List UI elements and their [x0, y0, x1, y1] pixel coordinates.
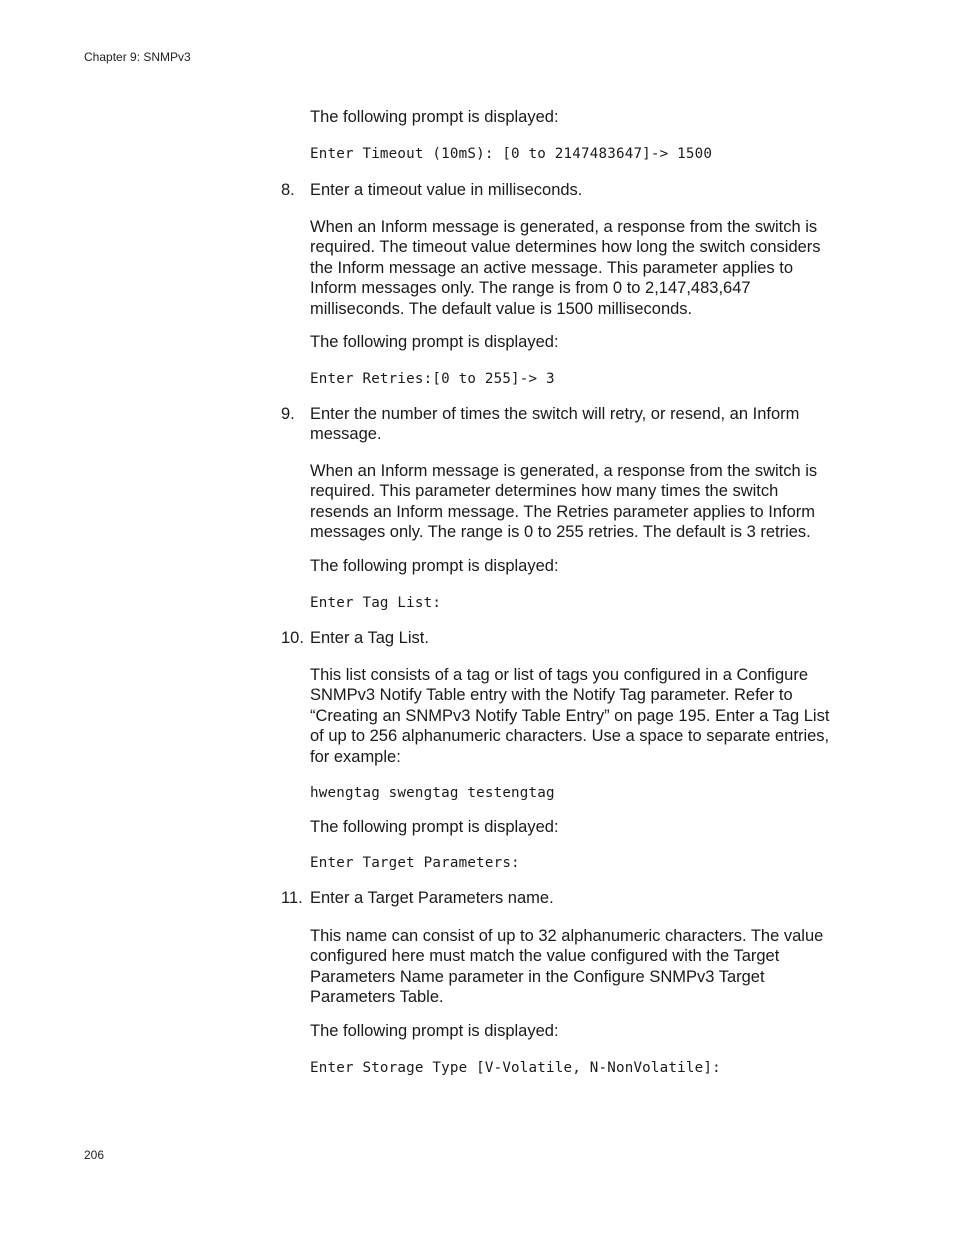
step-text: Enter a Tag List.: [310, 629, 429, 647]
code-enter-retries: Enter Retries:[0 to 255]-> 3: [310, 371, 555, 387]
step-9: [281, 404, 840, 445]
code-tag-example: hwengtag swengtag testengtag: [310, 785, 555, 801]
step-number: 11.: [281, 889, 303, 907]
prompt-intro-5: The following prompt is displayed:: [310, 1022, 559, 1040]
step-text: Enter a timeout value in milliseconds.: [310, 181, 583, 199]
step-text: Enter a Target Parameters name.: [310, 889, 554, 907]
step-10: [281, 628, 840, 648]
paragraph-target-parameters-description: This name can consist of up to 32 alphanumeric characters. The value configured here must match the value configured with the Target Parameters Name parameter in the Configure SNMPv3 Target Parameters Table.: [310, 927, 824, 1007]
prompt-intro-1: The following prompt is displayed:: [310, 108, 559, 126]
page-number: 206: [84, 1148, 105, 1162]
prompt-intro-4: The following prompt is displayed:: [310, 818, 559, 836]
step-8: [281, 180, 840, 200]
step-number: 10.: [281, 629, 304, 647]
paragraph-timeout-description: When an Inform message is generated, a response from the switch is required. The timeout value determines how long the switch considers the Inform message an active message. This parameter applies to Inform messages only. The range is from 0 to 2,147,483,647 milliseconds. The default value is 1500 milliseconds.: [310, 218, 821, 318]
running-header: Chapter 9: SNMPv3: [84, 50, 191, 64]
step-11: [281, 888, 840, 908]
step-number: 9.: [281, 405, 295, 423]
code-enter-timeout: Enter Timeout (10mS): [0 to 2147483647]-> 1500: [310, 146, 713, 162]
code-enter-storage-type: Enter Storage Type [V-Volatile, N-NonVolatile]:: [310, 1060, 721, 1076]
prompt-intro-3: The following prompt is displayed:: [310, 557, 559, 575]
code-enter-tag-list: Enter Tag List:: [310, 595, 442, 611]
step-text: Enter the number of times the switch will retry, or resend, an Inform message.: [310, 405, 800, 444]
code-enter-target-parameters: Enter Target Parameters:: [310, 855, 520, 871]
paragraph-tag-list-description: This list consists of a tag or list of tags you configured in a Configure SNMPv3 Notify Table entry with the Notify Tag parameter. Refer to “Creating an SNMPv3 Notify Table Entry” on page 195. Enter a Tag List of up to 256 alphanumeric characters. Use a space to separate entries, for example:: [310, 666, 830, 766]
step-number: 8.: [281, 181, 295, 199]
paragraph-retries-description: When an Inform message is generated, a response from the switch is required. This parameter determines how many times the switch resends an Inform message. The Retries parameter applies to Inform messages only. The range is 0 to 255 retries. The default is 3 retries.: [310, 462, 818, 542]
prompt-intro-2: The following prompt is displayed:: [310, 333, 559, 351]
